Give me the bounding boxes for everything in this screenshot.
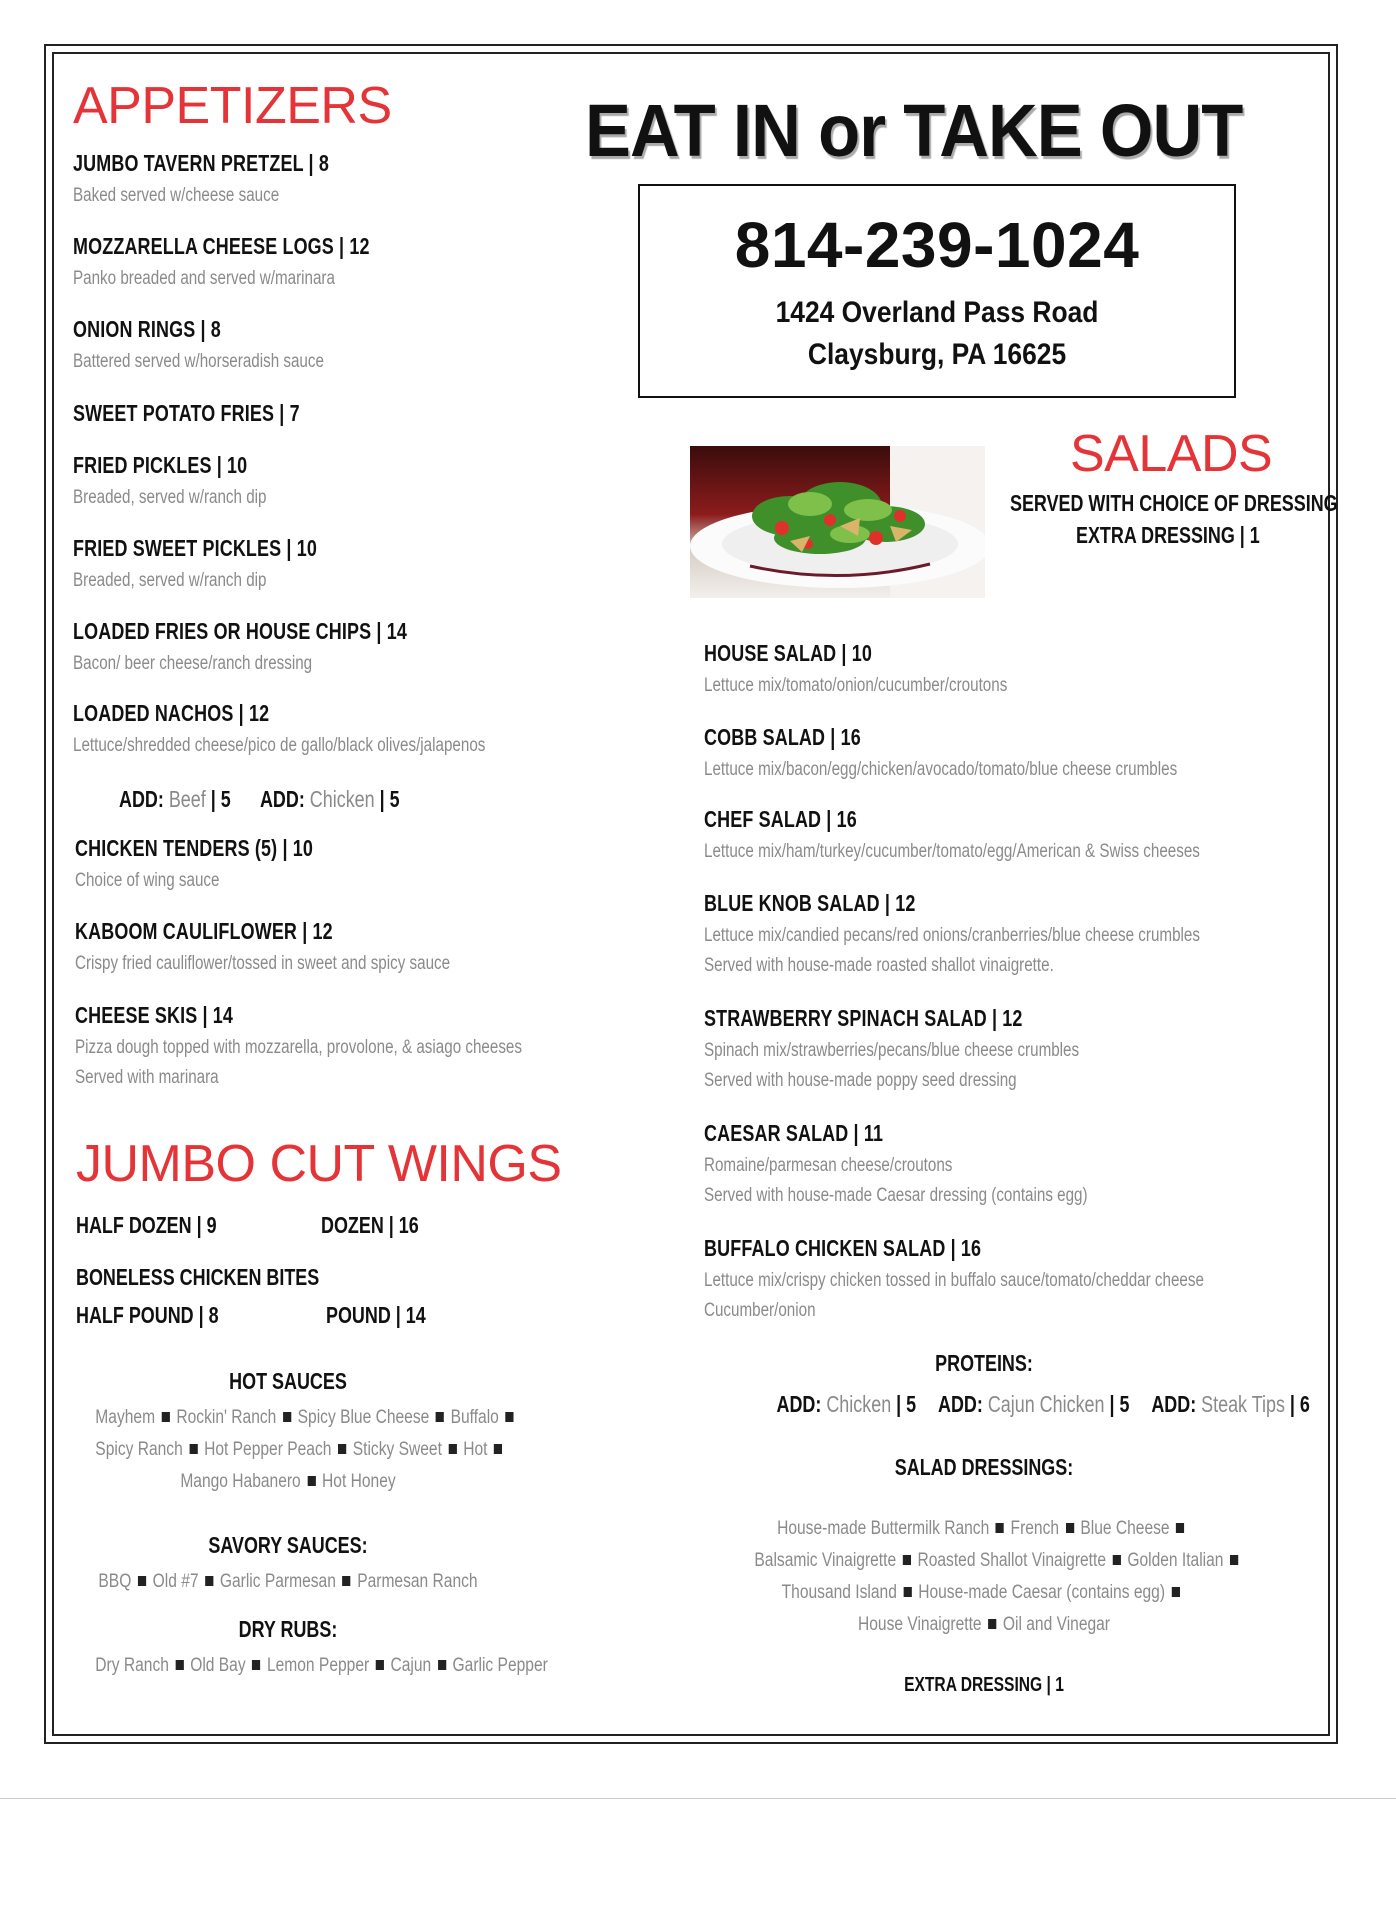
bullet-line [95,1407,499,1429]
salad-item [704,806,1324,863]
list-entry: House-made Caesar (contains egg) [918,1582,1166,1603]
salad-item [704,1005,1173,1092]
appetizer-name: LOADED NACHOS | 12 [73,700,270,726]
salad-description-2: Cucumber/onion [704,1300,816,1321]
list-entry: House-made Buttermilk Ranch [777,1518,990,1539]
bullet-line [754,1614,1213,1636]
square-bullet-icon [505,1412,513,1422]
address-line-1: 1424 Overland Pass Road [775,296,1099,329]
salad-description: Spinach mix/strawberries/pecans/blue cheese crumbles [704,1040,1080,1061]
hot-sauces-title: HOT SAUCES [229,1368,347,1394]
appetizer-description: Baked served w/cheese sauce [73,185,280,206]
salad-description: Lettuce mix/tomato/onion/cucumber/croutons [704,675,1008,696]
square-bullet-icon [1176,1523,1184,1533]
appetizer-item [73,316,387,373]
salad-dressings-title-block [704,1454,1264,1481]
list-entry: BBQ [98,1571,132,1592]
list-entry: Cajun [390,1655,432,1676]
salad-description: Lettuce mix/ham/turkey/cucumber/tomato/egg/American & Swiss cheeses [704,841,1200,862]
appetizer-description: Battered served w/horseradish sauce [73,351,324,372]
list-entry: Old #7 [152,1571,199,1592]
appetizer-item [73,233,453,290]
proteins-block [704,1350,1310,1418]
appetizer-description: Choice of wing sauce [75,870,220,891]
page-edge-line [0,1798,1396,1799]
eat-in-take-out-title: EAT IN or TAKE OUT [585,89,1243,172]
list-entry: Garlic Pepper [452,1655,548,1676]
appetizer-item [73,452,315,509]
square-bullet-icon [1066,1523,1074,1533]
salads-subheading-2: EXTRA DRESSING | 1 [1076,522,1260,548]
boneless-heading: BONELESS CHICKEN BITES [76,1264,320,1290]
square-bullet-icon [448,1444,456,1454]
appetizer-name: FRIED SWEET PICKLES | 10 [73,535,318,561]
salad-dressings-block [704,1518,1264,1646]
add-beef-label: ADD: [119,786,164,812]
square-bullet-icon [342,1576,350,1586]
list-entry: Parmesan Ranch [357,1571,478,1592]
protein-item: Chicken [826,1391,892,1417]
salad-description: Romaine/parmesan cheese/croutons [704,1155,953,1176]
right-column [704,0,1338,1700]
protein-add-label: ADD: [937,1391,983,1417]
list-entry: Old Bay [190,1655,246,1676]
appetizer-name: JUMBO TAVERN PRETZEL | 8 [73,150,329,176]
protein-price: | 5 [896,1391,917,1417]
protein-add [938,1391,1129,1417]
boneless-pound: POUND | 14 [326,1302,426,1328]
square-bullet-icon [1113,1555,1121,1565]
square-bullet-icon [162,1412,170,1422]
square-bullet-icon [996,1523,1004,1533]
square-bullet-icon [494,1444,502,1454]
extra-dressing-block [704,1674,1264,1697]
appetizer-item [73,150,401,207]
appetizer-name: MOZZARELLA CHEESE LOGS | 12 [73,233,370,259]
appetizer-description: Crispy fried cauliflower/tossed in sweet and spicy sauce [75,953,451,974]
protein-add [777,1391,917,1417]
list-entry: Thousand Island [781,1582,897,1603]
list-entry: Rockin' Ranch [176,1407,277,1428]
salad-description: Lettuce mix/bacon/egg/chicken/avocado/tomato/blue cheese crumbles [704,759,1178,780]
list-entry: Lemon Pepper [266,1655,370,1676]
salad-description-2: Served with house-made roasted shallot vinaigrette. [704,955,1054,976]
salad-item [704,640,1083,697]
salad-name: COBB SALAD | 16 [704,724,861,750]
list-entry: Hot [463,1439,488,1460]
appetizer-name: SWEET POTATO FRIES | 7 [73,400,300,426]
list-entry: Balsamic Vinaigrette [754,1550,897,1571]
square-bullet-icon [1172,1587,1180,1597]
list-entry: Roasted Shallot Vinaigrette [917,1550,1107,1571]
square-bullet-icon [903,1555,911,1565]
appetizer-name: KABOOM CAULIFLOWER | 12 [75,918,333,944]
square-bullet-icon [283,1412,291,1422]
list-entry: House Vinaigrette [857,1614,982,1635]
appetizer-description: Pizza dough topped with mozzarella, provolone, & asiago cheeses [75,1037,522,1058]
savory-sauces-block [53,1532,523,1603]
square-bullet-icon [205,1576,213,1586]
protein-price: | 6 [1289,1391,1310,1417]
salad-description-2: Served with house-made poppy seed dressing [704,1070,1017,1091]
appetizer-description-2: Served with marinara [75,1067,219,1088]
list-entry: Mayhem [95,1407,156,1428]
protein-item: Cajun Chicken [987,1391,1105,1417]
square-bullet-icon [307,1476,315,1486]
appetizer-description: Breaded, served w/ranch dip [73,570,267,591]
address-line-2: Claysburg, PA 16625 [807,338,1067,371]
appetizer-item [75,835,380,892]
hot-sauces-block [53,1368,523,1503]
salads-subheading-1: SERVED WITH CHOICE OF DRESSING [1010,490,1338,516]
dry-rubs-block [53,1616,548,1687]
bullet-line [95,1439,488,1461]
list-entry: Spicy Ranch [95,1439,183,1460]
bullet-line [95,1571,480,1593]
list-entry: Blue Cheese [1080,1518,1170,1539]
salad-item [704,1235,1329,1322]
square-bullet-icon [252,1660,260,1670]
salad-name: BLUE KNOB SALAD | 12 [704,890,916,916]
salad-description: Lettuce mix/candied pecans/red onions/cranberries/blue cheese crumbles [704,925,1200,946]
square-bullet-icon [988,1619,996,1629]
bullet-line [95,1471,480,1493]
appetizer-description: Lettuce/shredded cheese/pico de gallo/black olives/jalapenos [73,735,486,756]
wings-half-dozen: HALF DOZEN | 9 [76,1212,217,1238]
protein-add [1151,1391,1310,1417]
list-entry: Buffalo [450,1407,499,1428]
list-entry: Hot Pepper Peach [204,1439,332,1460]
appetizer-item [73,535,386,592]
left-column [73,0,633,1700]
appetizer-item [73,618,501,675]
appetizer-description: Breaded, served w/ranch dip [73,487,267,508]
list-entry: Dry Ranch [95,1655,169,1676]
list-entry: Oil and Vinegar [1002,1614,1110,1635]
list-entry: Golden Italian [1127,1550,1224,1571]
square-bullet-icon [1230,1555,1238,1565]
list-entry: Sticky Sweet [352,1439,442,1460]
protein-price: | 5 [1109,1391,1130,1417]
appetizer-name: ONION RINGS | 8 [73,316,221,342]
salad-description-2: Served with house-made Caesar dressing (contains egg) [704,1185,1088,1206]
square-bullet-icon [338,1444,346,1454]
list-entry: Mango Habanero [180,1471,301,1492]
appetizer-description: Panko breaded and served w/marinara [73,268,335,289]
appetizers-heading: APPETIZERS [73,77,392,135]
square-bullet-icon [138,1576,146,1586]
square-bullet-icon [189,1444,197,1454]
square-bullet-icon [175,1660,183,1670]
salad-item [704,890,1324,977]
salad-name: BUFFALO CHICKEN SALAD | 16 [704,1235,982,1261]
savory-sauces-title: SAVORY SAUCES: [208,1532,368,1558]
protein-item: Steak Tips [1201,1391,1285,1417]
square-bullet-icon [438,1660,446,1670]
list-entry: Spicy Blue Cheese [297,1407,430,1428]
wings-heading: JUMBO CUT WINGS [76,1135,562,1193]
appetizer-name: LOADED FRIES OR HOUSE CHIPS | 14 [73,618,407,644]
salad-description: Lettuce mix/crispy chicken tossed in buffalo sauce/tomato/cheddar cheese [704,1270,1204,1291]
add-chicken-item: Chicken [309,786,375,812]
salads-heading: SALADS [1070,425,1273,483]
salad-item [704,1120,1183,1207]
appetizer-item [75,1002,634,1089]
protein-add-label: ADD: [1151,1391,1197,1417]
appetizer-description: Bacon/ beer cheese/ranch dressing [73,653,313,674]
square-bullet-icon [436,1412,444,1422]
appetizer-name: FRIED PICKLES | 10 [73,452,248,478]
add-beef-item: Beef [168,786,206,812]
bullet-line [754,1550,1224,1572]
appetizer-item [73,400,364,427]
phone-number: 814-239-1024 [734,209,1140,281]
wings-dozen: DOZEN | 16 [321,1212,419,1238]
extra-dressing: EXTRA DRESSING | 1 [904,1674,1064,1696]
salad-name: CAESAR SALAD | 11 [704,1120,884,1146]
salad-name: CHEF SALAD | 16 [704,806,857,832]
add-chicken-label: ADD: [259,786,305,812]
bullet-line [754,1582,1213,1604]
boneless-half-pound: HALF POUND | 8 [76,1302,219,1328]
bullet-line [95,1655,548,1677]
list-entry: Garlic Parmesan [219,1571,336,1592]
dry-rubs-title: DRY RUBS: [238,1616,338,1642]
square-bullet-icon [903,1587,911,1597]
salad-item [704,724,1295,781]
salad-dressings-title: SALAD DRESSINGS: [894,1454,1074,1480]
appetizer-name: CHICKEN TENDERS (5) | 10 [75,835,314,861]
appetizer-item [75,918,544,975]
add-chicken-price: | 5 [379,786,400,812]
bullet-line [754,1518,1213,1540]
add-beef-price: | 5 [210,786,231,812]
salad-name: HOUSE SALAD | 10 [704,640,873,666]
nacho-adds [119,786,479,813]
list-entry: Hot Honey [322,1471,396,1492]
proteins-title: PROTEINS: [935,1350,1033,1376]
list-entry: French [1010,1518,1060,1539]
appetizer-name: CHEESE SKIS | 14 [75,1002,234,1028]
salad-name: STRAWBERRY SPINACH SALAD | 12 [704,1005,1023,1031]
protein-add-label: ADD: [776,1391,822,1417]
appetizer-item [73,700,588,757]
square-bullet-icon [376,1660,384,1670]
